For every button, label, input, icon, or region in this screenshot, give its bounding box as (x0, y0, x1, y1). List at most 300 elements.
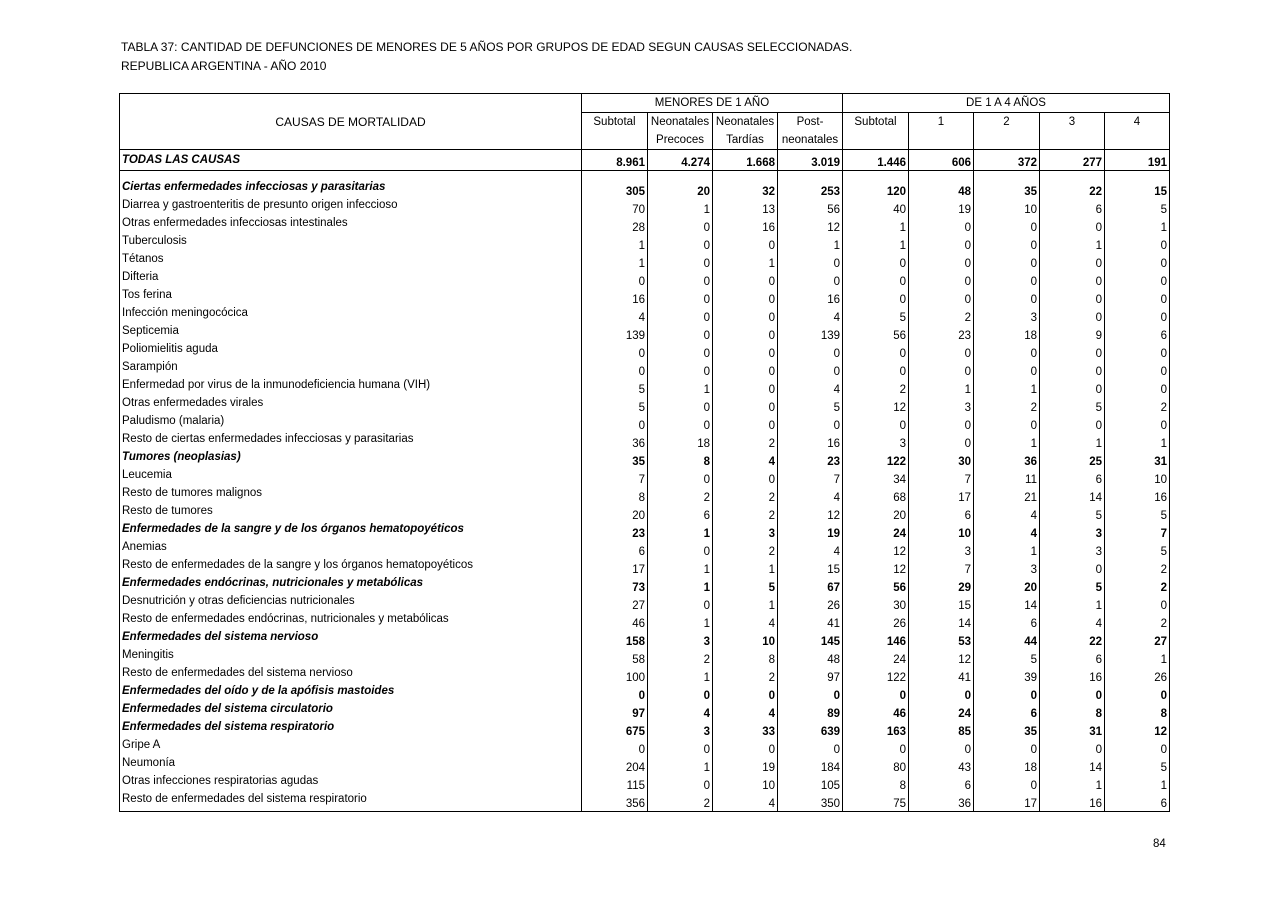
value-cell: 24 (909, 703, 974, 721)
table-subtitle: REPUBLICA ARGENTINA - AÑO 2010 (121, 59, 327, 73)
cause-cell: Tétanos (120, 253, 582, 271)
table-row (120, 253, 1170, 271)
value-cell: 6 (1040, 199, 1105, 217)
value-cell: 3 (648, 631, 713, 649)
value-cell: 146 (843, 631, 909, 649)
header-age-3: 3 (1040, 113, 1105, 132)
value-cell: 46 (582, 613, 648, 631)
value-cell: 3 (909, 541, 974, 559)
value-cell: 5 (1105, 757, 1170, 775)
value-cell: 12 (778, 217, 843, 235)
value-cell: 0 (974, 343, 1040, 361)
spacer-cell (1040, 171, 1105, 182)
value-cell: 20 (582, 505, 648, 523)
value-cell: 0 (909, 289, 974, 307)
value-cell: 33 (713, 721, 778, 739)
value-cell: 0 (648, 217, 713, 235)
value-cell: 1.446 (843, 150, 909, 171)
value-cell: 0 (648, 325, 713, 343)
value-cell: 1 (1105, 433, 1170, 451)
table-row (120, 757, 1170, 775)
value-cell: 2 (1105, 559, 1170, 577)
value-cell: 0 (1040, 217, 1105, 235)
table-row (120, 271, 1170, 289)
value-cell: 5 (582, 379, 648, 397)
table-body (120, 150, 1170, 812)
cause-cell: Desnutrición y otras deficiencias nutricionales (120, 595, 582, 613)
cause-cell: Enfermedades endócrinas, nutricionales y metabólicas (120, 577, 582, 595)
value-cell: 0 (1040, 271, 1105, 289)
value-cell: 0 (843, 361, 909, 379)
cause-cell: TODAS LAS CAUSAS (120, 150, 582, 171)
cause-cell: Enfermedad por virus de la inmunodeficiencia humana (VIH) (120, 379, 582, 397)
value-cell: 4 (648, 703, 713, 721)
value-cell: 5 (778, 397, 843, 415)
value-cell: 2 (713, 487, 778, 505)
value-cell: 30 (843, 595, 909, 613)
value-cell: 4 (582, 307, 648, 325)
value-cell: 4 (713, 451, 778, 469)
cause-cell: Sarampión (120, 361, 582, 379)
cause-cell: Enfermedades del sistema respiratorio (120, 721, 582, 739)
value-cell: 158 (582, 631, 648, 649)
value-cell: 6 (909, 505, 974, 523)
value-cell: 0 (1105, 235, 1170, 253)
value-cell: 23 (909, 325, 974, 343)
value-cell: 0 (909, 343, 974, 361)
cause-cell: Poliomielitis aguda (120, 343, 582, 361)
value-cell: 0 (648, 685, 713, 703)
value-cell: 0 (974, 217, 1040, 235)
value-cell: 0 (843, 253, 909, 271)
value-cell: 35 (974, 181, 1040, 199)
value-cell: 17 (909, 487, 974, 505)
value-cell: 16 (1040, 793, 1105, 812)
value-cell: 0 (648, 253, 713, 271)
value-cell: 0 (843, 415, 909, 433)
value-cell: 27 (582, 595, 648, 613)
value-cell: 43 (909, 757, 974, 775)
spacer-row (120, 171, 1170, 182)
value-cell: 0 (1040, 253, 1105, 271)
value-cell: 40 (843, 199, 909, 217)
value-cell: 14 (974, 595, 1040, 613)
value-cell: 2 (713, 433, 778, 451)
value-cell: 1 (778, 235, 843, 253)
total-row (120, 150, 1170, 171)
value-cell: 1 (713, 253, 778, 271)
value-cell: 6 (648, 505, 713, 523)
cause-cell: Septicemia (120, 325, 582, 343)
table-row (120, 433, 1170, 451)
header-causes: CAUSAS DE MORTALIDAD (120, 113, 582, 132)
cause-cell: Gripe A (120, 739, 582, 757)
value-cell: 26 (1105, 667, 1170, 685)
value-cell: 1 (713, 595, 778, 613)
value-cell: 0 (909, 235, 974, 253)
spacer-cell (974, 171, 1040, 182)
value-cell: 1 (909, 379, 974, 397)
value-cell: 1 (974, 541, 1040, 559)
value-cell: 11 (974, 469, 1040, 487)
value-cell: 3 (1040, 541, 1105, 559)
value-cell: 1 (648, 757, 713, 775)
value-cell: 1 (648, 577, 713, 595)
value-cell: 16 (778, 289, 843, 307)
value-cell: 0 (648, 289, 713, 307)
value-cell: 7 (909, 469, 974, 487)
value-cell: 70 (582, 199, 648, 217)
value-cell: 0 (974, 775, 1040, 793)
value-cell: 1 (648, 613, 713, 631)
value-cell: 4 (778, 487, 843, 505)
header-blank (974, 131, 1040, 150)
value-cell: 8.961 (582, 150, 648, 171)
value-cell: 16 (1105, 487, 1170, 505)
value-cell: 6 (974, 613, 1040, 631)
cause-cell: Resto de enfermedades endócrinas, nutricionales y metabólicas (120, 613, 582, 631)
value-cell: 0 (648, 739, 713, 757)
value-cell: 31 (1040, 721, 1105, 739)
value-cell: 18 (974, 325, 1040, 343)
value-cell: 2 (1105, 613, 1170, 631)
value-cell: 4 (713, 703, 778, 721)
header-age-4: 4 (1105, 113, 1170, 132)
category-row (120, 181, 1170, 199)
header-blank (1040, 131, 1105, 150)
value-cell: 48 (778, 649, 843, 667)
value-cell: 25 (1040, 451, 1105, 469)
value-cell: 0 (582, 343, 648, 361)
cause-cell: Resto de enfermedades del sistema respiratorio (120, 793, 582, 812)
value-cell: 5 (1040, 577, 1105, 595)
header-blank (843, 131, 909, 150)
header-subtotal-under-1: Subtotal (582, 113, 648, 132)
value-cell: 10 (909, 523, 974, 541)
value-cell: 15 (909, 595, 974, 613)
value-cell: 606 (909, 150, 974, 171)
value-cell: 184 (778, 757, 843, 775)
value-cell: 18 (974, 757, 1040, 775)
table-row (120, 613, 1170, 631)
header-neonatales-precoces: Neonatales (648, 113, 713, 132)
value-cell: 5 (582, 397, 648, 415)
value-cell: 0 (1105, 379, 1170, 397)
value-cell: 6 (582, 541, 648, 559)
value-cell: 1 (1040, 235, 1105, 253)
header-cause-blank-2 (120, 131, 582, 150)
value-cell: 56 (843, 577, 909, 595)
value-cell: 0 (974, 271, 1040, 289)
cause-cell: Difteria (120, 271, 582, 289)
value-cell: 34 (843, 469, 909, 487)
value-cell: 1 (648, 559, 713, 577)
value-cell: 89 (778, 703, 843, 721)
value-cell: 0 (1040, 289, 1105, 307)
spacer-cell (909, 171, 974, 182)
value-cell: 1 (648, 199, 713, 217)
value-cell: 22 (1040, 631, 1105, 649)
table-row (120, 739, 1170, 757)
value-cell: 0 (778, 739, 843, 757)
value-cell: 0 (1105, 595, 1170, 613)
value-cell: 39 (974, 667, 1040, 685)
value-cell: 2 (713, 667, 778, 685)
value-cell: 1 (582, 253, 648, 271)
value-cell: 10 (713, 631, 778, 649)
category-row (120, 631, 1170, 649)
value-cell: 10 (713, 775, 778, 793)
value-cell: 9 (1040, 325, 1105, 343)
cause-cell: Resto de tumores (120, 505, 582, 523)
value-cell: 0 (778, 271, 843, 289)
value-cell: 32 (713, 181, 778, 199)
value-cell: 12 (843, 541, 909, 559)
cause-cell: Enfermedades de la sangre y de los órganos hematopoyéticos (120, 523, 582, 541)
value-cell: 0 (974, 685, 1040, 703)
value-cell: 0 (648, 415, 713, 433)
header-neonatales-suffix: neonatales (778, 131, 843, 150)
cause-cell: Resto de enfermedades de la sangre y los órganos hematopoyéticos (120, 559, 582, 577)
value-cell: 31 (1105, 451, 1170, 469)
value-cell: 8 (648, 451, 713, 469)
value-cell: 53 (909, 631, 974, 649)
value-cell: 3 (1040, 523, 1105, 541)
value-cell: 372 (974, 150, 1040, 171)
cause-cell: Ciertas enfermedades infecciosas y parasitarias (120, 181, 582, 199)
cause-cell: Enfermedades del sistema circulatorio (120, 703, 582, 721)
value-cell: 0 (713, 235, 778, 253)
value-cell: 4 (974, 523, 1040, 541)
table-row (120, 397, 1170, 415)
value-cell: 14 (1040, 487, 1105, 505)
value-cell: 6 (974, 703, 1040, 721)
value-cell: 16 (582, 289, 648, 307)
value-cell: 7 (1105, 523, 1170, 541)
category-row (120, 703, 1170, 721)
cause-cell: Leucemia (120, 469, 582, 487)
header-blank (1105, 131, 1170, 150)
cause-cell: Otras enfermedades infecciosas intestinales (120, 217, 582, 235)
table-row (120, 361, 1170, 379)
value-cell: 0 (909, 361, 974, 379)
value-cell: 0 (582, 271, 648, 289)
value-cell: 5 (843, 307, 909, 325)
value-cell: 8 (1040, 703, 1105, 721)
value-cell: 0 (648, 541, 713, 559)
value-cell: 120 (843, 181, 909, 199)
value-cell: 19 (909, 199, 974, 217)
value-cell: 0 (1105, 253, 1170, 271)
value-cell: 305 (582, 181, 648, 199)
header-tardias: Tardías (713, 131, 778, 150)
cause-cell: Tos ferina (120, 289, 582, 307)
value-cell: 0 (713, 325, 778, 343)
cause-cell: Enfermedades del sistema nervioso (120, 631, 582, 649)
value-cell: 7 (582, 469, 648, 487)
category-row (120, 685, 1170, 703)
value-cell: 1 (1040, 595, 1105, 613)
value-cell: 8 (1105, 703, 1170, 721)
value-cell: 3 (648, 721, 713, 739)
page-number: 84 (1153, 838, 1166, 850)
value-cell: 17 (974, 793, 1040, 812)
value-cell: 12 (778, 505, 843, 523)
value-cell: 350 (778, 793, 843, 812)
value-cell: 2 (648, 487, 713, 505)
value-cell: 0 (648, 595, 713, 613)
value-cell: 0 (648, 235, 713, 253)
value-cell: 253 (778, 181, 843, 199)
table-row (120, 505, 1170, 523)
cause-cell: Otras infecciones respiratorias agudas (120, 775, 582, 793)
value-cell: 4 (713, 793, 778, 812)
value-cell: 163 (843, 721, 909, 739)
value-cell: 68 (843, 487, 909, 505)
value-cell: 0 (974, 235, 1040, 253)
spacer-cell (713, 171, 778, 182)
table-row (120, 649, 1170, 667)
value-cell: 46 (843, 703, 909, 721)
spacer-cell (843, 171, 909, 182)
value-cell: 0 (713, 343, 778, 361)
value-cell: 0 (974, 361, 1040, 379)
table-row (120, 235, 1170, 253)
value-cell: 35 (974, 721, 1040, 739)
value-cell: 97 (778, 667, 843, 685)
value-cell: 0 (1105, 307, 1170, 325)
value-cell: 1 (974, 433, 1040, 451)
value-cell: 20 (648, 181, 713, 199)
value-cell: 0 (1105, 685, 1170, 703)
value-cell: 0 (1105, 739, 1170, 757)
value-cell: 1 (582, 235, 648, 253)
cause-cell: Otras enfermedades virales (120, 397, 582, 415)
value-cell: 2 (648, 793, 713, 812)
value-cell: 10 (974, 199, 1040, 217)
value-cell: 10 (1105, 469, 1170, 487)
value-cell: 0 (713, 739, 778, 757)
value-cell: 1 (1105, 217, 1170, 235)
value-cell: 8 (843, 775, 909, 793)
value-cell: 15 (778, 559, 843, 577)
value-cell: 41 (909, 667, 974, 685)
header-subtotal-1-to-4: Subtotal (843, 113, 909, 132)
spacer-cell (648, 171, 713, 182)
value-cell: 3 (974, 559, 1040, 577)
value-cell: 0 (1105, 415, 1170, 433)
value-cell: 0 (582, 685, 648, 703)
value-cell: 19 (713, 757, 778, 775)
value-cell: 27 (1105, 631, 1170, 649)
category-row (120, 577, 1170, 595)
spacer-cell (1105, 171, 1170, 182)
value-cell: 20 (974, 577, 1040, 595)
value-cell: 0 (713, 415, 778, 433)
table-row (120, 307, 1170, 325)
table-row (120, 541, 1170, 559)
value-cell: 21 (974, 487, 1040, 505)
value-cell: 0 (843, 739, 909, 757)
value-cell: 5 (1040, 397, 1105, 415)
value-cell: 0 (713, 289, 778, 307)
cause-cell: Tumores (neoplasias) (120, 451, 582, 469)
value-cell: 277 (1040, 150, 1105, 171)
value-cell: 58 (582, 649, 648, 667)
header-group-1-to-4: DE 1 A 4 AÑOS (843, 94, 1170, 113)
value-cell: 0 (1105, 289, 1170, 307)
table-row (120, 199, 1170, 217)
spacer-cell (582, 171, 648, 182)
value-cell: 1.668 (713, 150, 778, 171)
value-cell: 139 (582, 325, 648, 343)
cause-cell: Anemias (120, 541, 582, 559)
table-row (120, 325, 1170, 343)
value-cell: 0 (843, 343, 909, 361)
value-cell: 139 (778, 325, 843, 343)
value-cell: 5 (1105, 505, 1170, 523)
value-cell: 41 (778, 613, 843, 631)
value-cell: 2 (713, 541, 778, 559)
value-cell: 13 (713, 199, 778, 217)
value-cell: 28 (582, 217, 648, 235)
value-cell: 36 (582, 433, 648, 451)
value-cell: 0 (713, 307, 778, 325)
value-cell: 1 (974, 379, 1040, 397)
value-cell: 5 (713, 577, 778, 595)
value-cell: 0 (778, 685, 843, 703)
value-cell: 12 (843, 559, 909, 577)
value-cell: 12 (843, 397, 909, 415)
mortality-table (119, 93, 1170, 812)
value-cell: 12 (909, 649, 974, 667)
header-cause-blank (120, 94, 582, 113)
value-cell: 2 (713, 505, 778, 523)
value-cell: 24 (843, 523, 909, 541)
value-cell: 4 (713, 613, 778, 631)
value-cell: 1 (648, 379, 713, 397)
cause-cell: Paludismo (malaria) (120, 415, 582, 433)
table-row (120, 793, 1170, 812)
value-cell: 44 (974, 631, 1040, 649)
value-cell: 0 (778, 343, 843, 361)
value-cell: 2 (1105, 577, 1170, 595)
value-cell: 0 (648, 307, 713, 325)
value-cell: 0 (1105, 271, 1170, 289)
value-cell: 0 (974, 253, 1040, 271)
cause-cell: Neumonía (120, 757, 582, 775)
value-cell: 4 (778, 541, 843, 559)
table-row (120, 775, 1170, 793)
value-cell: 73 (582, 577, 648, 595)
value-cell: 0 (909, 685, 974, 703)
value-cell: 4 (778, 307, 843, 325)
value-cell: 0 (909, 433, 974, 451)
cause-cell: Diarrea y gastroenteritis de presunto origen infeccioso (120, 199, 582, 217)
header-age-1: 1 (909, 113, 974, 132)
value-cell: 85 (909, 721, 974, 739)
value-cell: 67 (778, 577, 843, 595)
value-cell: 26 (843, 613, 909, 631)
value-cell: 0 (648, 361, 713, 379)
header-group-under-1: MENORES DE 1 AÑO (582, 94, 843, 113)
value-cell: 0 (974, 415, 1040, 433)
value-cell: 115 (582, 775, 648, 793)
value-cell: 16 (1040, 667, 1105, 685)
value-cell: 75 (843, 793, 909, 812)
value-cell: 0 (648, 271, 713, 289)
cause-cell: Resto de enfermedades del sistema nervioso (120, 667, 582, 685)
